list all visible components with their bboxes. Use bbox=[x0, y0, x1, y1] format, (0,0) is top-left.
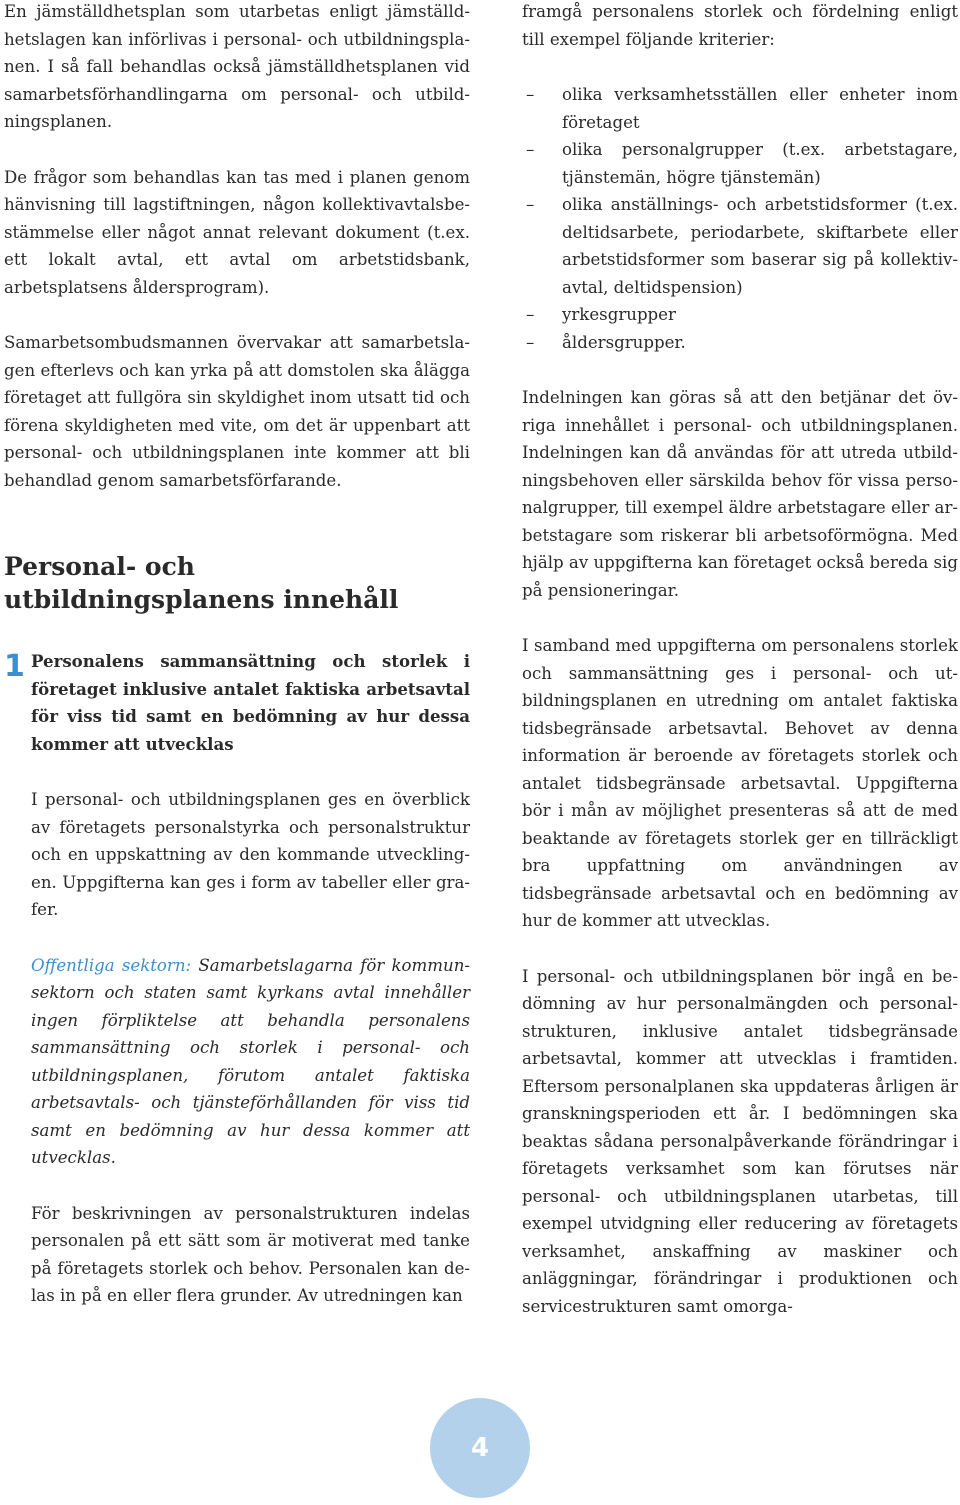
section-title: Personalens sammansättning och storlek i företaget inklusive antalet faktiska arbetsavtal för viss tid samt en bedömning av hur dessa kommer att utvecklas bbox=[31, 651, 470, 754]
list-item-text: olika anställnings- och arbetstidsformer (t.ex. deltidsarbete, periodarbete, skiftarbete eller arbetstidsformer som baserar sig på kollektivavtal, deltidspension) bbox=[562, 195, 958, 297]
paragraph: Samarbetsombudsmannen övervakar att samarbetslagen efterlevs och kan yrka på att domstolen ska ålägga företaget att fullgöra sin skyldighet inom utsatt tid och förena skyldigheten med vite, om det är uppenbart att personal- och utbildningsplanen inte kommer att bli behandlad genom samarbetsförfarande. bbox=[4, 333, 470, 490]
list-item-text: åldersgrupper. bbox=[562, 332, 686, 352]
dash-bullet: – bbox=[526, 332, 535, 352]
page-number: 4 bbox=[470, 1433, 490, 1463]
numbered-section bbox=[4, 648, 470, 758]
public-sector-note bbox=[31, 952, 470, 1172]
criteria-list bbox=[522, 81, 958, 356]
list-item bbox=[522, 81, 958, 136]
section-heading: Personal- och utbildningsplanens innehåll bbox=[4, 552, 399, 614]
dash-bullet: – bbox=[526, 195, 535, 214]
paragraph: För beskrivningen av personalstrukturen indelas personalen på ett sätt som är motiverat med tanke på företagets storlek och behov. Personalen kan delas in på en eller flera grunder. Av utredningen kan bbox=[31, 1203, 470, 1305]
paragraph: En jämställdhetsplan som utarbetas enligt jämställdhetslagen kan införlivas i personal- och utbildningsplanen. I så fall behandlas också jämställdhetsplanen vid samarbetsförhandlingarna om personal- och utbildningsplanen. bbox=[4, 2, 470, 131]
paragraph: I personal- och utbildningsplanen bör ingå en bedömning av hur personalmängden och personalstrukturen, inklusive antalet tidsbegränsade arbetsavtal, kommer att utvecklas i framtiden. Eftersom personalplanen ska uppdateras årligen är granskningsperioden ett år. I bedömningen ska beaktas sådana personalpåverkande förändringar i företagets verksamhet som kan förutses när personal- och utbildningsplanen utarbetas, till exempel utvidgning eller reducering av företagets verksamhet, anskaffning av maskiner och anläggningar, förändringar i produktionen och servicestrukturen samt omorga- bbox=[522, 966, 958, 1316]
list-item bbox=[522, 136, 958, 191]
section-number: 1 bbox=[4, 649, 25, 684]
public-sector-text: Samarbetslagarna för kommunsektorn och staten samt kyrkans avtal innehåller ingen förpliktelse att behandla personalens sammansättning och storlek i personal- och utbildningsplanen, förutom antalet faktiska arbetsavtals- och tjänsteförhållanden för viss tid samt en bedömning av hur dessa kommer att utvecklas. bbox=[31, 955, 471, 1167]
right-column bbox=[522, 0, 958, 1320]
left-column bbox=[4, 0, 470, 1310]
dash-bullet: – bbox=[526, 85, 535, 104]
paragraph: De frågor som behandlas kan tas med i planen genom hänvisning till lagstiftningen, någon kollektivavtalsbestämmelse eller något annat relevant dokument (t.ex. ett lokalt avtal, ett avtal om arbetstidsbank, arbetsplatsens åldersprogram). bbox=[4, 167, 470, 297]
list-item bbox=[522, 329, 958, 357]
list-item bbox=[522, 191, 958, 301]
paragraph: I samband med uppgifterna om personalens storlek och sammansättning ges i personal- och utbildningsplanen en utredning om antalet faktiska tidsbegränsade arbetsavtal. Behovet av denna information är beroende av företagets storlek och antalet tidsbegränsade arbetsavtal. Uppgifterna bör i mån av möjlighet presenteras så att de med beaktande av företagets storlek ger en tillräckligt bra uppfattning om användningen av tidsbegränsade arbetsavtal och en bedömning av hur de kommer att utvecklas. bbox=[522, 636, 958, 930]
public-sector-label: Offentliga sektorn: bbox=[31, 955, 192, 975]
page-number-badge bbox=[430, 1398, 530, 1498]
list-item-text: yrkesgrupper bbox=[562, 305, 676, 324]
list-item-text: olika personalgrupper (t.ex. arbetstagare, tjänstemän, högre tjänstemän) bbox=[562, 140, 958, 187]
paragraph: framgå personalens storlek och fördelning enligt till exempel följande kriterier: bbox=[522, 2, 958, 49]
dash-bullet: – bbox=[526, 305, 535, 324]
paragraph: I personal- och utbildningsplanen ges en överblick av företagets personalstyrka och personalstruktur och en uppskattning av den kommande utvecklingen. Uppgifterna kan ges i form av tabeller eller grafer. bbox=[31, 790, 470, 919]
list-item-text: olika verksamhetsställen eller enheter inom företaget bbox=[562, 85, 958, 132]
list-item bbox=[522, 301, 958, 329]
paragraph: Indelningen kan göras så att den betjänar det övriga innehållet i personal- och utbildningsplanen. Indelningen kan då användas för att utreda utbildningsbehoven eller särskilda behov för vissa personalgrupper, till exempel äldre arbetstagare eller arbetstagare som riskerar bli arbetsoförmögna. Med hjälp av uppgifterna kan företaget också bereda sig på pensioneringar. bbox=[522, 388, 958, 600]
dash-bullet: – bbox=[526, 140, 535, 159]
